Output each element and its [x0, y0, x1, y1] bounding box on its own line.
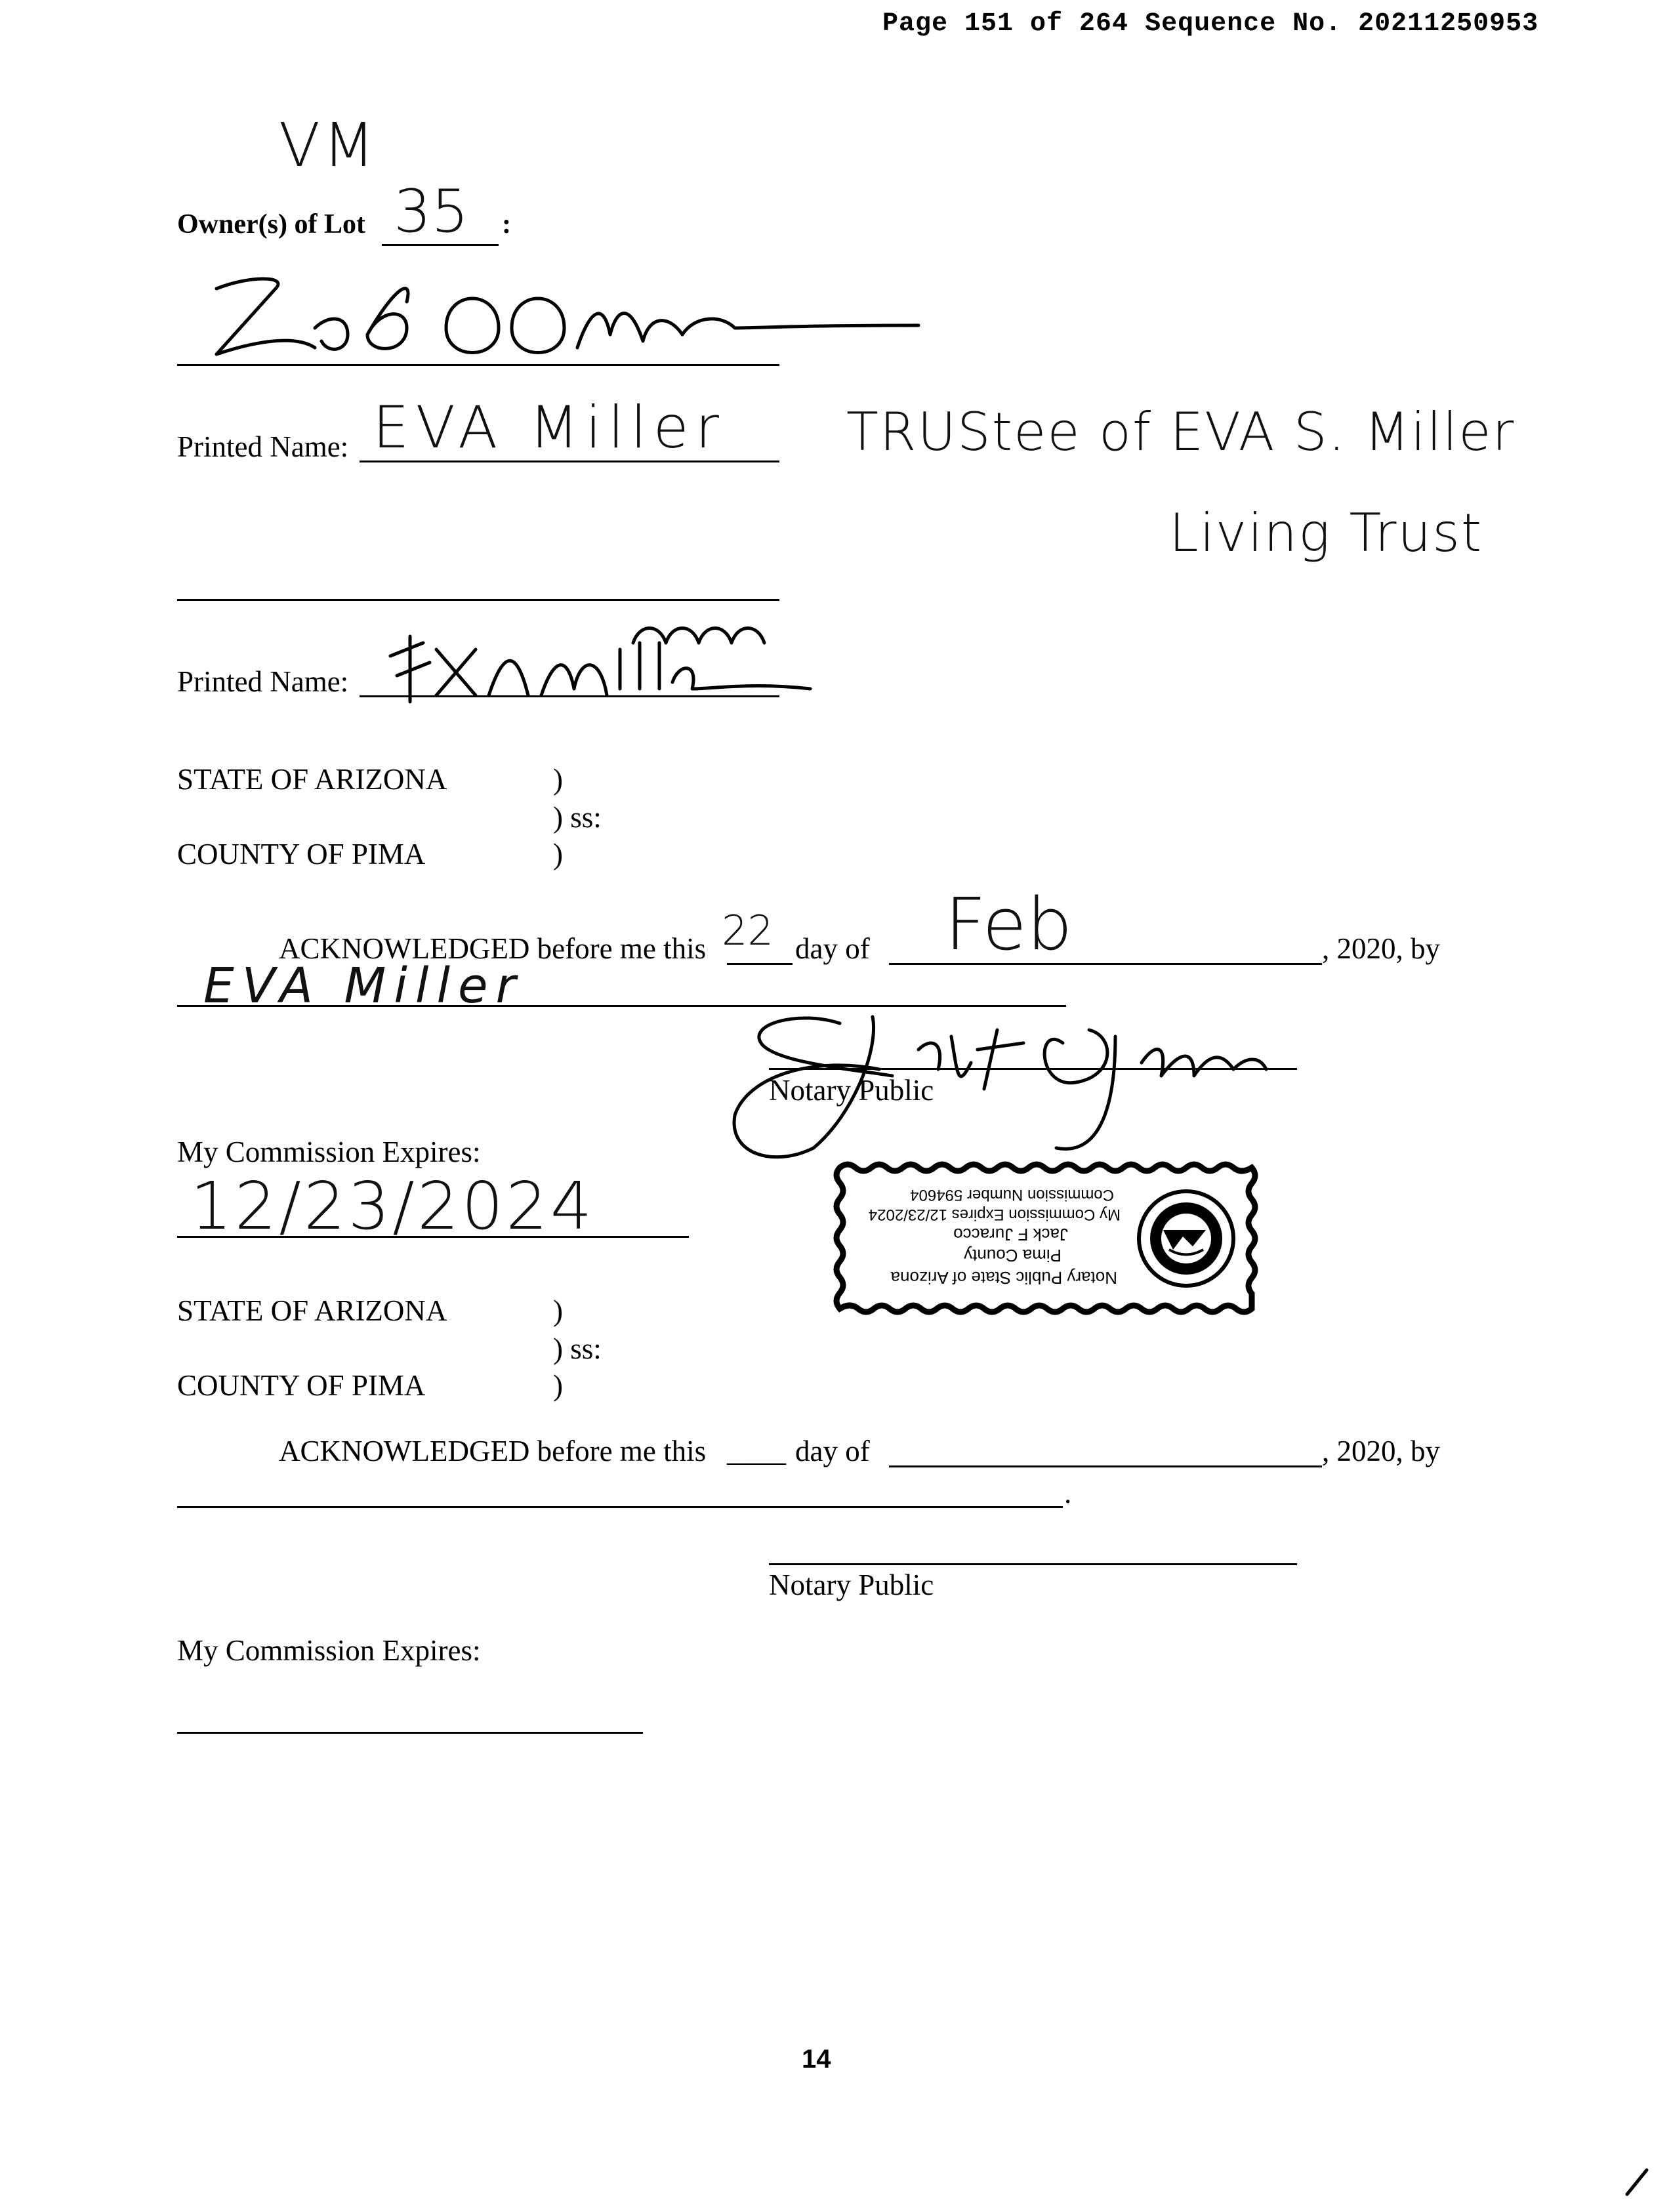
- notary-signature-line-2: [769, 1563, 1297, 1565]
- scribbled-printed-name-2: [384, 617, 817, 708]
- notary-public-label-2: Notary Public: [769, 1568, 934, 1601]
- owner-signature: [197, 262, 984, 367]
- notary-stamp: [833, 1161, 1258, 1315]
- county-label-2: COUNTY OF PIMA: [177, 1369, 426, 1402]
- handwritten-trustee-note-line1: TRUStee of EVA S. Miller: [846, 401, 1516, 462]
- acknowledged-text-2: ACKNOWLEDGED before me this: [279, 1435, 707, 1467]
- state-label-1: STATE OF ARIZONA: [177, 763, 447, 796]
- printed-name-label-2: Printed Name:: [177, 665, 349, 698]
- printed-name-label-1: Printed Name:: [177, 430, 349, 463]
- handwritten-trustee-note-line2: Living Trust: [1169, 502, 1483, 563]
- stamp-line5: Commission Number 594604: [910, 1186, 1114, 1204]
- stamp-line3: Jack F Juracco: [953, 1225, 1068, 1244]
- paren-1a: ): [553, 763, 563, 796]
- stamp-line4: My Commission Expires 12/23/2024: [868, 1206, 1121, 1223]
- handwritten-commission-date-1: 12/23/2024: [190, 1168, 595, 1244]
- acknowledged-name-line-2: [177, 1506, 1063, 1508]
- commission-expires-label-1: My Commission Expires:: [177, 1136, 481, 1168]
- paren-2b: ): [553, 1369, 563, 1402]
- handwritten-month-1: Feb: [945, 882, 1073, 966]
- handwritten-initials: VM: [279, 110, 378, 180]
- scan-mark: [1620, 2165, 1653, 2198]
- handwritten-printed-name-1: EVA Miller: [373, 394, 726, 461]
- handwritten-lot-number: 35: [394, 177, 469, 246]
- stamp-line1: Notary Public State of Arizona: [890, 1268, 1117, 1288]
- day-blank-2: ____: [727, 1435, 786, 1467]
- paren-1b: ): [553, 838, 563, 870]
- commission-date-line-2: [177, 1732, 643, 1734]
- page-number: 14: [802, 2045, 831, 2074]
- owner-lot-label: Owner(s) of Lot: [177, 209, 365, 239]
- year-by-text-1: , 2020, by: [1322, 932, 1440, 965]
- page-sequence-header: Page 151 of 264 Sequence No. 20211250953: [882, 9, 1539, 39]
- owner-lot-colon: :: [502, 209, 511, 239]
- day-line-1: [727, 963, 793, 965]
- ss-label-2: ) ss:: [553, 1332, 602, 1365]
- state-label-2: STATE OF ARIZONA: [177, 1294, 447, 1327]
- acknowledged-period-2: .: [1064, 1477, 1072, 1509]
- stamp-line2: Pima County: [964, 1246, 1062, 1265]
- year-by-text-2: , 2020, by: [1322, 1435, 1440, 1467]
- handwritten-acknowledged-name-1: EVA Miller: [203, 958, 524, 1014]
- county-label-1: COUNTY OF PIMA: [177, 838, 426, 870]
- owner-signature-line: [177, 364, 779, 366]
- second-owner-signature-line: [177, 599, 779, 601]
- notary-public-label-1: Notary Public: [769, 1074, 934, 1107]
- commission-expires-label-2: My Commission Expires:: [177, 1634, 481, 1667]
- ss-label-1: ) ss:: [553, 801, 602, 834]
- paren-2a: ): [553, 1294, 563, 1327]
- notary-signature-line-1: [769, 1068, 1297, 1070]
- handwritten-day-1: 22: [722, 907, 774, 954]
- day-of-text-1: day of: [795, 932, 870, 965]
- day-of-text-2: day of: [795, 1435, 870, 1467]
- acknowledged-text-1: ACKNOWLEDGED before me this: [279, 932, 707, 965]
- month-line-2: [889, 1465, 1322, 1467]
- commission-date-line-1: [177, 1236, 689, 1238]
